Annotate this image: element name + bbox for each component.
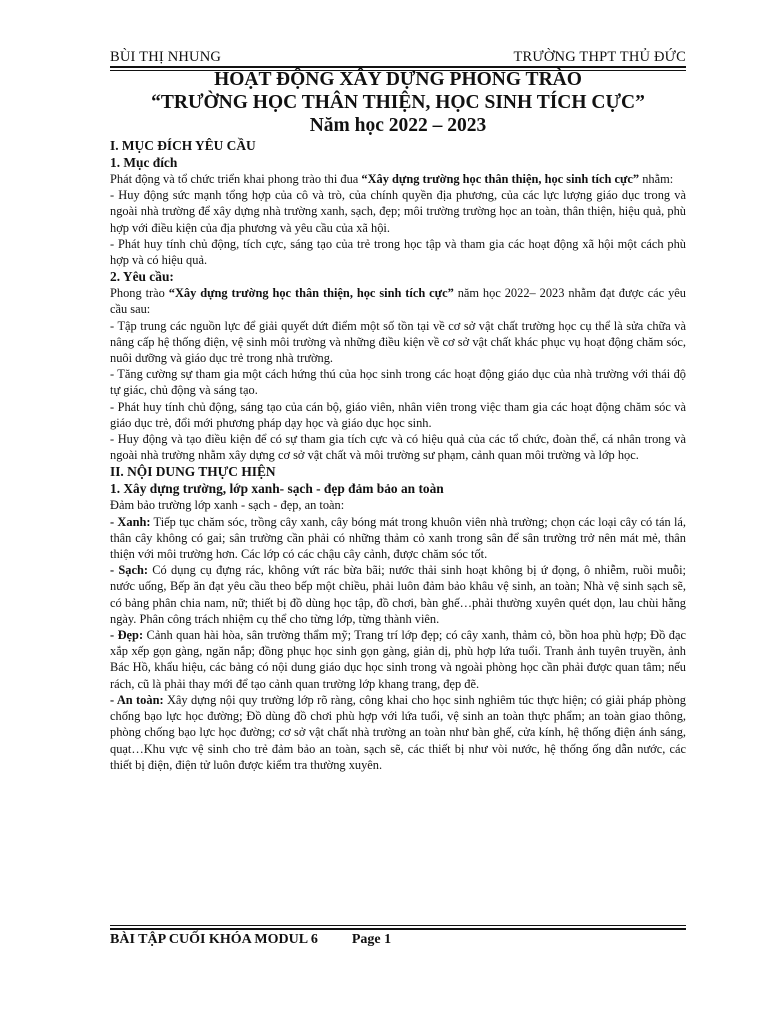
section-2-1-intro: Đảm bảo trường lớp xanh - sạch - đẹp, an toàn: (110, 498, 345, 513)
header-school: TRƯỜNG THPT THỦ ĐỨC (513, 49, 686, 65)
item-text: Tiếp tục chăm sóc, trồng cây xanh, cây bóng mát trong khuôn viên nhà trường; chọn các loại cây có tán lá, thân cây không có gai; sân trường cần phải có những thảm cỏ xanh trong sân để sân trường trở nên mát mẻ, thân thiện với môi trường hơn. Các lớp có các chậu cây cảnh, được chăm sóc tốt. (110, 514, 686, 562)
section-2-1-heading: 1. Xây dựng trường, lớp xanh- sạch - đẹp đảm bảo an toàn (110, 481, 444, 497)
footer-course: BÀI TẬP CUỐI KHÓA MODUL 6 (110, 932, 318, 947)
section-1-1-intro (110, 171, 686, 187)
paragraph: - Phát huy tính chủ động, tích cực, sáng tạo của trẻ trong học tập và tham gia các hoạt động xã hội một cách phù hợp và có hiệu quả. (110, 236, 686, 268)
header-author: BÙI THỊ NHUNG (110, 49, 222, 65)
paragraph (110, 627, 686, 692)
footer-page-number: Page 1 (351, 932, 392, 947)
paragraph (110, 692, 686, 773)
section-2-heading: II. NỘI DUNG THỰC HIỆN (110, 464, 276, 480)
intro-text: Phong trào (110, 286, 169, 301)
document-body (110, 137, 686, 773)
item-label: - Đẹp: (110, 628, 144, 643)
intro-bold-text: “Xây dựng trường học thân thiện, học sinh tích cực” (361, 172, 640, 186)
title-line-1: HOẠT ĐỘNG XÂY DỰNG PHONG TRÀO (214, 69, 582, 90)
intro-text: năm học 2022– 2023 nhằm đạt được các yêu cầu sau: (110, 286, 686, 317)
item-label: - An toàn: (110, 692, 164, 707)
paragraph: - Huy động và tạo điều kiện để có sự tham gia tích cực và có hiệu quả của các tổ chức, đoàn thể, cá nhân trong và ngoài nhà trường nhằm xây dựng cơ sở vật chất và môi trường sư phạm, cảnh quan môi trường và lớp học. (110, 432, 686, 463)
section-1-1-heading: 1. Mục đích (110, 155, 178, 170)
item-text: Có dụng cụ đựng rác, không vứt rác bừa bãi; nước thải sinh hoạt không bị ứ đọng, ô nhiễm, ruồi muỗi; nước uống, Bếp ăn đạt yêu cầu theo bếp một chiều, phải luôn đảm bảo khâu vệ sinh, an toàn; Nhà vệ sinh sạch sẽ, có bảng phân chia nam, nữ; thiết bị đồ dùng học tập, đồ chơi, bàn ghế…phải thường xuyên quét dọn, lau chùi hằng ngày. Phân công trách nhiệm cụ thể cho từng lớp, từng thành viên. (110, 563, 686, 626)
section-1-2-heading: 2. Yêu cầu: (110, 269, 174, 285)
item-label: - Xanh: (110, 514, 151, 529)
section-1-2-intro (110, 285, 686, 317)
paragraph (110, 562, 686, 627)
title-line-3: Năm học 2022 – 2023 (309, 115, 487, 136)
item-text: Xây dựng nội quy trường lớp rõ ràng, công khai cho học sinh nghiêm túc thực hiện; có giải pháp phòng chống bạo lực học đường; Đồ dùng đồ chơi phù hợp với lứa tuổi, vệ sinh an toàn thực phẩm; an toàn giao thông, phòng chống bạo lực học đường; cơ sở vật chất nhà trường an toàn như bàn ghế, cửa kính, hệ thống điện ánh sáng, quạt…Khu vực vệ sinh cho trẻ đảm bảo an toàn, sạch sẽ, các thiết bị như vòi nước, hệ thống ống dẫn nước, các thiết bị điện, điện tử luôn được kiểm tra thường xuyên. (110, 692, 687, 772)
footer-rule (110, 925, 686, 930)
item-label: - Sạch: (110, 563, 149, 578)
document-title (110, 68, 686, 137)
title-line-2: “TRƯỜNG HỌC THÂN THIỆN, HỌC SINH TÍCH CỰC” (151, 92, 645, 113)
paragraph: - Tập trung các nguồn lực để giải quyết dứt điểm một số tồn tại về cơ sở vật chất trường học cụ thể là sửa chữa và nâng cấp hệ thống điện, vệ sinh môi trường và những điều kiện về cơ sở vật chất khác phục vụ hoạt động chăm sóc, nuôi dưỡng và giáo dục trẻ trong nhà trường. (110, 318, 686, 366)
intro-bold-text: “Xây dựng trường học thân thiện, học sinh tích cực” (168, 286, 454, 301)
paragraph: - Phát huy tính chủ động, sáng tạo của cán bộ, giáo viên, nhân viên trong việc tham gia các hoạt động chăm sóc và giáo dục trẻ, đổi mới phương pháp dạy học và giáo dục học sinh. (110, 399, 686, 430)
page-footer (110, 932, 686, 948)
page-header (110, 42, 686, 66)
paragraph: - Huy động sức mạnh tổng hợp của cô và trò, của chính quyền địa phương, của các lực lượng giáo dục trong và ngoài nhà trường để xây dựng nhà trường xanh, sạch, đẹp; môi trường trường học an toàn, thân thiện, hiệu quả, phù hợp với điều kiện của địa phương và yêu cầu của xã hội. (110, 188, 686, 235)
paragraph: - Tăng cường sự tham gia một cách hứng thú của học sinh trong các hoạt động giáo dục của nhà trường với thái độ tự giác, chủ động và sáng tạo. (110, 367, 686, 398)
item-text: Cảnh quan hài hòa, sân trường thẩm mỹ; Trang trí lớp đẹp; có cây xanh, thảm cỏ, bồn hoa phù hợp; Đồ đạc xắp xếp gọn gàng, ngăn nắp; đồng phục học sinh gọn gàng, giản dị, phù hợp lứa tuổi. Tranh ảnh tuyên truyền, ảnh Bác Hồ, khẩu hiệu, các bảng có nội dung giáo dục học sinh trong và ngoài phòng học cần phải được quan tâm; nếu rách, cũ là phải thay mới để tạo cảnh quan trường lớp khang trang, đẹp đẽ. (110, 628, 686, 691)
intro-text: Phát động và tổ chức triển khai phong trào thi đua (110, 172, 362, 186)
intro-text: nhằm: (639, 172, 674, 186)
paragraph (110, 514, 686, 563)
section-1-heading: I. MỤC ĐÍCH YÊU CẦU (110, 138, 256, 153)
